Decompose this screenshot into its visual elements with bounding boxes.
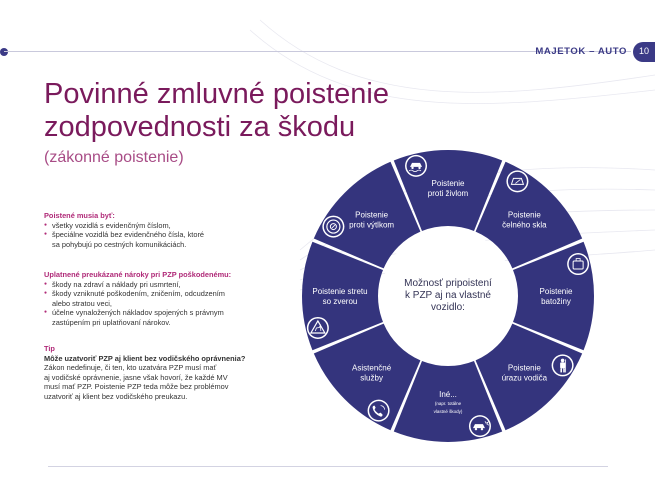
segment-urazu-vodica-label: úrazu vodiča <box>501 373 548 383</box>
deer-sign-icon <box>307 317 329 339</box>
segment-zivelna-label: proti živlom <box>427 189 469 198</box>
list-item: ● škody na zdraví a náklady pri usmrtení, <box>44 280 284 290</box>
segment-batozina-label: Poistenie <box>539 287 573 296</box>
injured-person-icon <box>552 354 574 376</box>
tip-answer-line: musí mať PZP. Poistenie PZP teda môže bez problémov <box>44 382 229 392</box>
segment-vytlkom-label: proti výtlkom <box>349 220 395 230</box>
tip-answer-line: aj vodičské oprávnenie, jasne však hovorí, že každé MV <box>44 372 228 382</box>
wheel-center-text: k PZP aj na vlastné <box>405 290 491 301</box>
page-subtitle: (zákonné poistenie) <box>44 149 184 166</box>
list-item: ● účelne vynaložených nákladov spojených s právnym zastúpením pri uplatňovaní nárokov. <box>44 308 284 327</box>
segment-ine-label: Iné... <box>439 390 457 399</box>
car-flood-icon <box>405 155 427 177</box>
wheel-center-text: Možnosť pripoistení <box>404 278 492 289</box>
segment-stretu-zverou-label: Poistenie stretu <box>312 287 368 296</box>
list-item: ● všetky vozidlá s evidenčným číslom, <box>44 221 284 231</box>
segment-celne-sklo-label: Poistenie <box>507 210 541 220</box>
tip-answer-line: Zákon nedefinuje, či ten, kto uzatvára PZP musí mať <box>44 363 217 373</box>
section-heading: Poistené musia byť: <box>44 211 115 220</box>
tip-answer-line: uzatvoriť aj klient bez vodičského preukazu. <box>44 391 188 401</box>
tip-label: Tip <box>44 344 55 353</box>
segment-urazu-vodica-label: Poistenie <box>507 363 541 373</box>
pothole-icon <box>322 216 344 238</box>
tip-question: Môže uzatvoriť PZP aj klient bez vodičského oprávnenia? <box>44 353 246 363</box>
wheel-center-text: vozidlo: <box>431 302 465 313</box>
page-number: 10 <box>633 42 655 62</box>
segment-zivelna-label: Poistenie <box>431 179 465 188</box>
segment-stretu-zverou-label: so zverou <box>322 297 358 306</box>
title-line-1: Povinné zmluvné poistenie <box>44 78 389 110</box>
segment-asistencne-label: Asistenčné <box>352 363 392 373</box>
list-item: ● špeciálne vozidlá bez evidenčného čísla, ktoré sa pohybujú po cestných komunikáciách. <box>44 230 284 249</box>
segment-ine-label: vlastné škody) <box>433 409 463 414</box>
car-crash-icon <box>469 415 491 437</box>
list-item: ● škody vzniknuté poškodením, zničením, odcudzením alebo stratou veci, <box>44 289 284 308</box>
segment-ine-label: (napr. totálne <box>434 401 462 406</box>
section-heading: Uplatnené preukázané nároky pri PZP poškodenému: <box>44 270 232 279</box>
segment-vytlkom-label: Poistenie <box>355 210 389 220</box>
segment-batozina-label: batožiny <box>541 297 571 306</box>
windshield-icon <box>506 170 528 192</box>
title-line-2: zodpovednosti za škodu <box>44 111 356 143</box>
segment-celne-sklo-label: čelného skla <box>502 220 547 230</box>
luggage-icon <box>567 253 589 275</box>
section-label: MAJETOK – AUTO <box>535 46 627 57</box>
segment-asistencne-label: služby <box>360 373 383 383</box>
phone-icon <box>368 400 390 422</box>
